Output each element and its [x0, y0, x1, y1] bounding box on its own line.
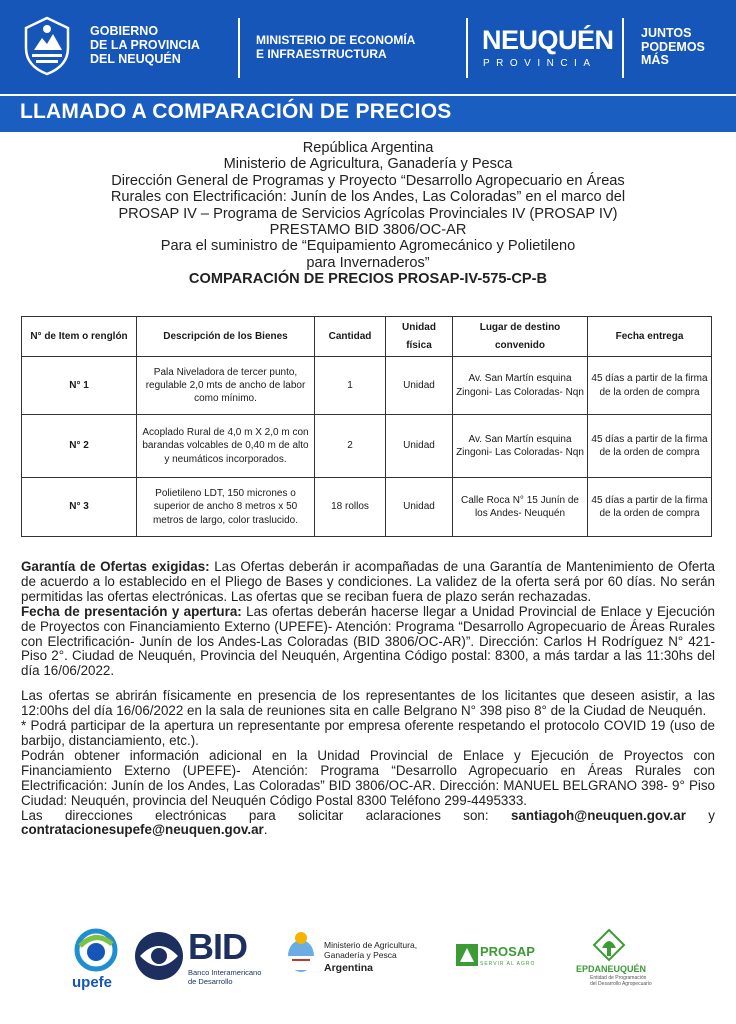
unit-cell: Unidad [386, 357, 453, 415]
intro-line: PRESTAMO BID 3806/OC-AR [269, 222, 467, 239]
page-title: LLAMADO A COMPARACIÓN DE PRECIOS [20, 100, 452, 123]
juntos-line-2: PODEMOS [641, 39, 705, 54]
epda-wordmark: EPDANEUQUÉN [576, 964, 647, 974]
upefe-logo-icon [66, 926, 126, 974]
gobierno-line-3: DEL NEUQUÉN [90, 52, 181, 66]
quantity-cell: 2 [315, 415, 386, 478]
column-header: Lugar de destino convenido [453, 317, 588, 357]
items-table [21, 316, 712, 537]
prosap-logo-icon [456, 944, 478, 966]
item-cell: N° 2 [22, 415, 137, 478]
intro-block [20, 140, 716, 288]
column-header: N° de Item o renglón [22, 317, 137, 357]
argentina-coat-of-arms-icon [284, 930, 318, 976]
unit-cell: Unidad [386, 478, 453, 537]
provincia-wordmark: PROVINCIA [483, 58, 597, 69]
delivery-cell: 45 días a partir de la firma de la orden de compra [588, 357, 712, 415]
upefe-label: upefe [72, 974, 113, 991]
description-cell: Acoplado Rural de 4,0 m X 2,0 m con barandas volcables de 0,40 m de alto y neumáticos incorporados. [137, 415, 315, 478]
province-shield-icon [22, 14, 72, 76]
table-row [22, 415, 712, 478]
neuquen-wordmark: NEUQUÉN [482, 25, 614, 55]
intro-line: Rurales con Electrificación: Junín de los Andes, Las Coloradas” en el marco del [110, 189, 626, 206]
prosap-subtitle: SERVIR AL AGRO [480, 961, 536, 967]
header-divider [466, 18, 468, 78]
email-link-2[interactable]: contratacionesupefe@neuquen.gov.ar [21, 822, 264, 838]
prosap-wordmark: PROSAP [480, 944, 535, 959]
bid-sub-line: de Desarrollo [188, 976, 233, 986]
ministerio-line-1: MINISTERIO DE ECONOMÍA [256, 33, 416, 47]
garantia-paragraph [21, 560, 715, 605]
epda-logo-icon [592, 928, 626, 962]
intro-line: PROSAP IV – Programa de Servicios Agrícolas Provinciales IV (PROSAP IV) [118, 205, 618, 222]
quantity-cell: 18 rollos [315, 478, 386, 537]
emails-intro: Las direcciones electrónicas para solicitar aclaraciones son: [21, 807, 511, 823]
fecha-text: Las ofertas deberán hacerse llegar a Unidad Provincial de Enlace y Ejecución de Proyectos con Financiamiento Externo (UPEFE)- Atención: Programa “Desarrollo Agropecuario de Áreas Rurales con Electrificación- Junín de los Andes-Las Coloradas (BID 3806/OC-AR)”. Dirección: Carlos H Rodríguez N° 421- Piso 2°. Ciudad de Neuquén, Provincia del Neuquén, Argentina Código postal: 8300, a más tardar a las 11:30hs del día 16/06/2022. [21, 603, 716, 679]
column-header: Unidad física [386, 317, 453, 357]
covid-paragraph: * Podrá participar de la apertura un representante por empresa oferente respetando el protocolo COVID 19 (uso de barbijo, distanciamiento, etc.). [21, 718, 715, 748]
intro-line: para Invernaderos” [306, 254, 430, 271]
intro-line: Dirección General de Programas y Proyecto “Desarrollo Agropecuario en Áreas [111, 172, 625, 189]
table-row [22, 357, 712, 415]
body-text [21, 560, 715, 838]
emails-paragraph [21, 809, 715, 839]
column-header: Descripción de los Bienes [137, 317, 315, 357]
emails-end: . [263, 822, 268, 838]
apertura-paragraph: Las ofertas se abrirán físicamente en presencia de los representantes de los licitantes que deseen asistir, a las 12:00hs del día 16/06/2022 en la sala de reuniones sita en calle Belgrano N° 398 piso 8° de la Ciudad de Neuquén. [21, 688, 715, 719]
intro-line: Ministerio de Agricultura, Ganadería y Pesca [223, 156, 513, 173]
intro-line: Para el suministro de “Equipamiento Agromecánico y Polietileno [160, 238, 576, 255]
garantia-label: Garantía de Ofertas exigidas: [21, 559, 210, 574]
item-cell: N° 3 [22, 478, 137, 537]
ministerio-agricultura-label [324, 940, 417, 960]
destination-cell: Av. San Martín esquina Zingoni- Las Coloradas- Nqn [453, 415, 588, 478]
column-header: Cantidad [315, 317, 386, 357]
ministerio-agr-line: Ministerio de Agricultura, [324, 940, 418, 950]
destination-cell: Calle Roca N° 15 Junín de los Andes- Neuquén [453, 478, 588, 537]
header-banner [0, 0, 736, 94]
header-divider [238, 18, 240, 78]
item-cell: N° 1 [22, 357, 137, 415]
epda-sub-line: Entidad de Programación [590, 975, 647, 981]
description-cell: Polietileno LDT, 150 micrones o superior de ancho 8 metros x 50 metros de largo, color traslucido. [137, 478, 315, 537]
fecha-paragraph [21, 605, 715, 680]
gobierno-line-2: DE LA PROVINCIA [90, 38, 200, 52]
quantity-cell: 1 [315, 357, 386, 415]
epda-subtitle [590, 975, 652, 987]
epda-sub-line: del Desarrollo Agropecuario [590, 981, 652, 987]
comparison-code: COMPARACIÓN DE PRECIOS PROSAP-IV-575-CP-B [188, 271, 548, 288]
garantia-text: Las Ofertas deberán ir acompañadas de una Garantía de Mantenimiento de Oferta de acuerdo a lo establecido en el Pliego de Bases y condiciones. La validez de la oferta será por 60 días. No serán permitidas las ofertas electrónicas. Las ofertas que se reciban fuera de plazo serán rechazadas. [21, 559, 715, 604]
bid-wordmark: BID [188, 926, 247, 967]
table-header-row [22, 317, 712, 357]
ministerio-label [256, 33, 415, 61]
ministerio-line-2: E INFRAESTRUCTURA [256, 47, 387, 61]
title-bar [0, 94, 736, 132]
unit-cell: Unidad [386, 415, 453, 478]
description-cell: Pala Niveladora de tercer punto, regulable 2,0 mts de ancho de labor como mínimo. [137, 357, 315, 415]
bid-subtitle [188, 969, 261, 986]
argentina-label: Argentina [324, 962, 374, 974]
bid-logo-icon [134, 930, 184, 982]
fecha-label: Fecha de presentación y apertura: [21, 603, 242, 619]
emails-separator: y [685, 807, 715, 823]
intro-line: República Argentina [302, 140, 434, 156]
table-row [22, 478, 712, 537]
juntos-slogan [641, 27, 705, 68]
delivery-cell: 45 días a partir de la firma de la orden de compra [588, 415, 712, 478]
gobierno-line-1: GOBIERNO [90, 24, 159, 38]
juntos-line-3: MÁS [641, 53, 669, 67]
header-divider [622, 18, 624, 78]
email-link-1[interactable]: santiagoh@neuquen.gov.ar [510, 807, 686, 823]
bid-sub-line: Banco Interamericano [188, 968, 262, 977]
gobierno-label [90, 24, 200, 66]
ministerio-agr-line: Ganadería y Pesca [324, 950, 397, 960]
info-paragraph: Podrán obtener información adicional en la Unidad Provincial de Enlace y Ejecución de Proyectos con Financiamiento Externo (UPEFE)- Atención: Programa “Desarrollo Agropecuario en Áreas Rurales con Electrificación: Junín de los Andes, Las Coloradas” BID 3806/OC-AR. Dirección: MANUEL BELGRANO 398- 9° Piso Ciudad: Neuquén, provincia del Neuquén Código Postal 8300 Teléfono 299-4495333. [21, 747, 715, 808]
juntos-line-1: JUNTOS [641, 26, 692, 40]
column-header: Fecha entrega [588, 317, 712, 357]
destination-cell: Av. San Martín esquina Zingoni- Las Coloradas- Nqn [453, 357, 588, 415]
delivery-cell: 45 días a partir de la firma de la orden de compra [588, 478, 712, 537]
